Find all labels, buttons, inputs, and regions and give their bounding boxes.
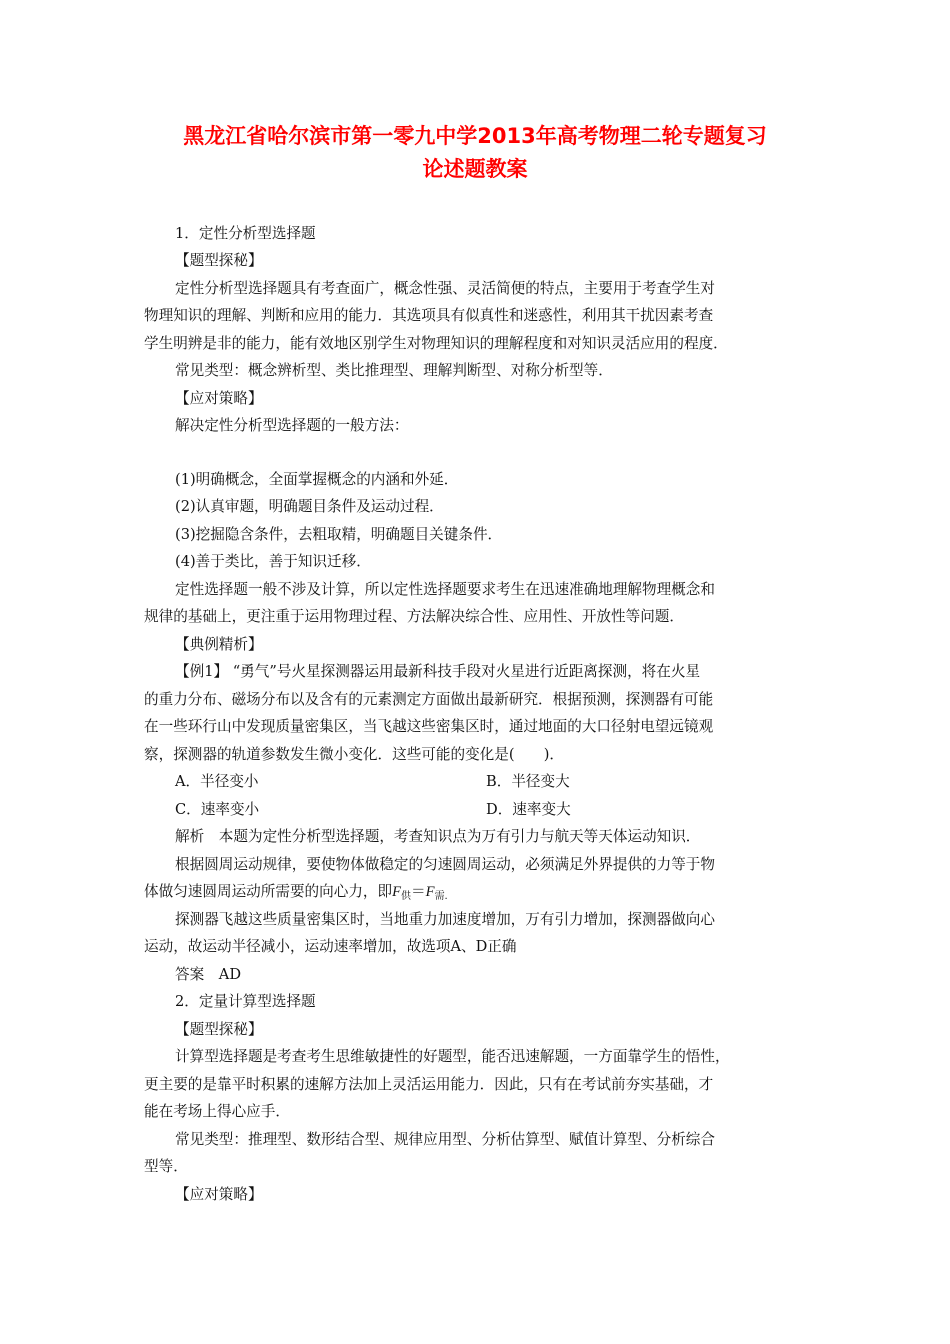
formula-force-symbol: F	[425, 884, 435, 900]
example-1-line: 【例1】 “勇气”号火星探测器运用最新科技手段对火星进行近距离探测，将在火星	[175, 663, 701, 680]
section-2-explore-label: 【题型探秘】	[175, 1021, 263, 1038]
paragraph-line: 学生明辨是非的能力，能有效地区别学生对物理知识的理解程度和对知识灵活应用的程度．	[144, 335, 728, 352]
method-item: (2)认真审题，明确题目条件及运动过程．	[175, 498, 444, 515]
paragraph-line: 计算型选择题是考查考生思维敏捷性的好题型，能否迅速解题，一方面靠学生的悟性，	[175, 1048, 730, 1065]
common-types: 常见类型：概念辨析型、类比推理型、理解判断型、对称分析型等．	[175, 362, 613, 379]
formula-subscript-need: 需.	[434, 891, 448, 902]
paragraph-line: 物理知识的理解、判断和应用的能力．其选项具有似真性和迷惑性，利用其干扰因素考查	[144, 307, 714, 324]
common-types-line: 常见类型：推理型、数形结合型、规律应用型、分析估算型、赋值计算型、分析综合	[175, 1131, 715, 1148]
example-1-line: 的重力分布、磁场分布以及含有的元素测定方面做出最新研究．根据预测，探测器有可能	[144, 691, 714, 708]
option-d: D．速率变大	[486, 801, 571, 818]
section-2-heading: 2．定量计算型选择题	[175, 993, 316, 1010]
formula-equals: ＝	[411, 883, 426, 900]
analysis-line: 解析 本题为定性分析型选择题，考查知识点为万有引力与航天等天体运动知识．	[175, 828, 701, 845]
paragraph-line: 更主要的是靠平时积累的速解方法加上灵活运用能力．因此，只有在考试前夯实基础，才	[144, 1076, 714, 1093]
answer: 答案 AD	[175, 966, 242, 983]
analysis-line: 根据圆周运动规律，要使物体做稳定的匀速圆周运动，必须满足外界提供的力等于物	[175, 856, 715, 873]
formula-force-symbol: F	[392, 884, 402, 900]
section-1-heading: 1．定性分析型选择题	[175, 225, 316, 242]
formula-subscript-supply: 供	[401, 891, 412, 902]
paragraph-line: 定性分析型选择题具有考查面广，概念性强、灵活简便的特点，主要用于考查学生对	[175, 280, 715, 297]
analysis-line: 运动，故运动半径减小，运动速率增加，故选项A、D正确	[144, 938, 517, 955]
option-b: B．半径变大	[486, 773, 570, 790]
section-2-strategy-label: 【应对策略】	[175, 1186, 263, 1203]
option-c: C．速率变小	[175, 801, 260, 818]
section-1-strategy-label: 【应对策略】	[175, 390, 263, 407]
paragraph-line: 定性选择题一般不涉及计算，所以定性选择题要求考生在迅速准确地理解物理概念和	[175, 581, 715, 598]
common-types-line: 型等．	[144, 1158, 188, 1175]
document-title-line-1: 黑龙江省哈尔滨市第一零九中学2013年高考物理二轮专题复习	[183, 124, 767, 148]
analysis-formula-line	[144, 879, 448, 905]
example-1-line: 在一些环行山中发现质量密集区，当飞越这些密集区时，通过地面的大口径射电望远镜观	[144, 718, 714, 735]
document-title-line-2: 论述题教案	[422, 157, 528, 181]
example-label: 【典例精析】	[175, 636, 263, 653]
analysis-line: 探测器飞越这些质量密集区时，当地重力加速度增加，万有引力增加，探测器做向心	[175, 911, 715, 928]
method-item: (3)挖掘隐含条件，去粗取精，明确题目关键条件．	[175, 526, 503, 543]
method-item: (1)明确概念，全面掌握概念的内涵和外延．	[175, 471, 459, 488]
method-intro: 解决定性分析型选择题的一般方法：	[175, 417, 409, 434]
analysis-text: 体做匀速圆周运动所需要的向心力，即	[144, 883, 393, 900]
example-1-line: 察，探测器的轨道参数发生微小变化．这些可能的变化是( )．	[144, 746, 565, 763]
option-a: A．半径变小	[175, 773, 259, 790]
section-1-explore-label: 【题型探秘】	[175, 252, 263, 269]
paragraph-line: 能在考场上得心应手．	[144, 1103, 290, 1120]
paragraph-line: 规律的基础上，更注重于运用物理过程、方法解决综合性、应用性、开放性等问题．	[144, 608, 684, 625]
method-item: (4)善于类比，善于知识迁移．	[175, 553, 371, 570]
